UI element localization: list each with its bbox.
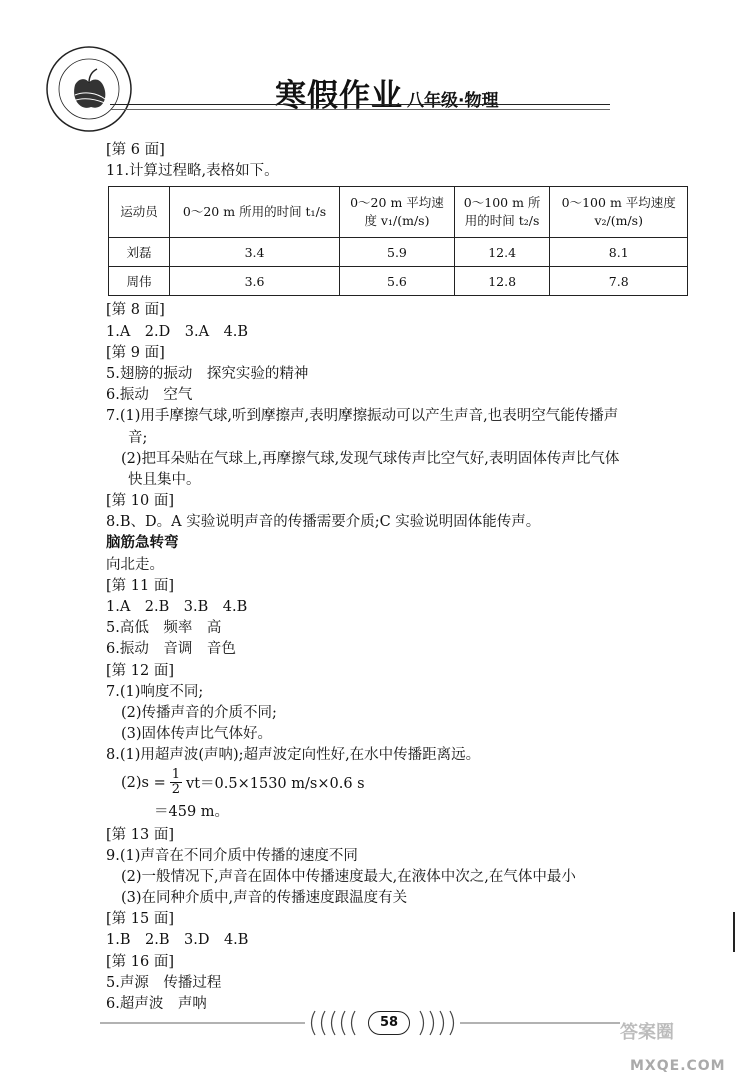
book-logo-icon [45, 45, 133, 133]
answer-line: 7.(1)响度不同; [106, 683, 204, 700]
answer-line: (2)传播声音的介质不同; [121, 704, 277, 721]
table-cell: 8.1 [550, 238, 688, 267]
table-cell: 3.6 [170, 267, 340, 296]
answer-line: 1.A 2.D 3.A 4.B [106, 323, 249, 340]
table-header-cell: 0～100 m 平均速度 v₂/(m/s) [550, 187, 688, 238]
answer-line: 5.声源 传播过程 [106, 974, 222, 991]
answer-line: (2)把耳朵贴在气球上,再摩擦气球,发现气球传声比空气好,表明固体传声比气体 [121, 450, 620, 467]
puzzle-title: 脑筋急转弯 [106, 535, 179, 552]
answer-line: 6.振动 空气 [106, 387, 193, 404]
results-table [108, 186, 688, 296]
section-heading: [第 12 面] [106, 662, 174, 679]
formula-result: ＝459 m。 [154, 803, 230, 820]
table-cell: 3.4 [170, 238, 340, 267]
table-cell: 7.8 [550, 267, 688, 296]
watermark-url: MXQE.COM [630, 1058, 726, 1074]
table-cell: 12.4 [454, 238, 550, 267]
table-header-cell: 运动员 [109, 187, 170, 238]
formula-prefix: (2)s = [121, 774, 166, 791]
answer-line: (3)在同种介质中,声音的传播速度跟温度有关 [121, 890, 408, 907]
page-number: 58 [368, 1011, 410, 1035]
answer-line: 5.高低 频率 高 [106, 620, 222, 637]
table-cell: 12.8 [454, 267, 550, 296]
puzzle-answer: 向北走。 [106, 556, 164, 573]
answer-line: 5.翅膀的振动 探究实验的精神 [106, 365, 309, 382]
table-header-cell: 0～20 m 所用的时间 t₁/s [170, 187, 340, 238]
answer-content [106, 140, 706, 1015]
answer-line: 7.(1)用手摩擦气球,听到摩擦声,表明摩擦振动可以产生声音,也表明空气能传播声 [106, 408, 619, 425]
margin-mark [733, 912, 735, 952]
table-row [109, 238, 688, 267]
section-heading: [第 6 面] [106, 142, 165, 158]
section-heading: [第 13 面] [106, 826, 174, 843]
fraction-denominator: 2 [171, 782, 181, 797]
answer-line: (2)一般情况下,声音在固体中传播速度最大,在液体中次之,在气体中最小 [121, 868, 576, 885]
section-heading: [第 16 面] [106, 953, 174, 970]
formula-suffix: vt＝0.5×1530 m/s×0.6 s [186, 776, 365, 792]
title-subject: 八年级·物理 [407, 91, 499, 111]
section-heading: [第 10 面] [106, 493, 174, 510]
answer-line: (3)固体传声比气体好。 [121, 726, 273, 743]
header-rule-thin [110, 109, 610, 110]
answer-line: 快且集中。 [128, 471, 201, 488]
table-row [109, 267, 688, 296]
answer-line: 8.(1)用超声波(声呐);超声波定向性好,在水中传播距离远。 [106, 747, 481, 764]
answer-line: 11.计算过程略,表格如下。 [106, 163, 279, 180]
formula-line [106, 767, 706, 799]
answer-line: 1.B 2.B 3.D 4.B [106, 932, 249, 949]
table-cell: 5.6 [340, 267, 455, 296]
table-header-cell: 0～20 m 平均速 度 v₁/(m/s) [340, 187, 455, 238]
answer-line: 音; [128, 429, 148, 446]
table-header-cell: 0～100 m 所 用的时间 t₂/s [454, 187, 550, 238]
fraction-numerator: 1 [171, 767, 181, 782]
answer-line: 1.A 2.B 3.B 4.B [106, 599, 248, 615]
fraction [170, 768, 182, 797]
section-heading: [第 15 面] [106, 911, 174, 928]
answer-line: 6.振动 音调 音色 [106, 641, 236, 658]
table-cell: 周伟 [109, 267, 170, 296]
page-header [0, 0, 750, 140]
watermark-logo: 答案圈 [620, 1022, 674, 1043]
section-heading: [第 11 面] [106, 577, 174, 594]
answer-line: 6.超声波 声呐 [106, 996, 207, 1012]
section-heading: [第 8 面] [106, 302, 165, 319]
table-header-row [109, 187, 688, 238]
answer-line: 9.(1)声音在不同介质中传播的速度不同 [106, 847, 358, 864]
answer-line: 8.B、D。A 实验说明声音的传播需要介质;C 实验说明固体能传声。 [106, 514, 541, 531]
table-cell: 5.9 [340, 238, 455, 267]
header-rule [110, 104, 610, 105]
section-heading: [第 9 面] [106, 344, 165, 361]
table-cell: 刘磊 [109, 238, 170, 267]
title-main: 寒假作业 [275, 78, 403, 114]
